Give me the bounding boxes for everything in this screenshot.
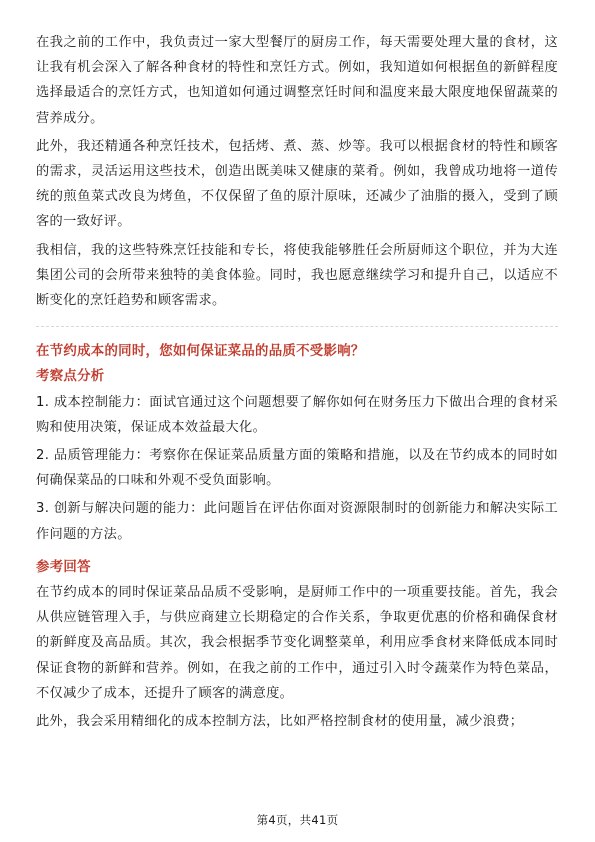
intro-paragraph-2: 此外，我还精通各种烹饪技术，包括烤、煮、蒸、炒等。我可以根据食材的特性和顾客的需求，灵活运用这些技术，创造出既美味又健康的菜肴。例如，我曾成功地将一道传统的煎鱼菜式改良为烤鱼，不仅保留了鱼的原汁原味，还减少了油脂的摄入，受到了顾客的一致好评。 (36, 138, 558, 230)
analysis-heading: 考察点分析 (36, 369, 105, 385)
answer-heading: 参考回答 (36, 559, 91, 575)
analysis-item-2: 2. 品质管理能力：考察你在保证菜品质量方面的策略和措施，以及在节约成本的同时如何确保菜品的口味和外观不受负面影响。 (36, 448, 558, 489)
answer-paragraph-1: 在节约成本的同时保证菜品品质不受影响，是厨师工作中的一项重要技能。首先，我会从供应链管理入手，与供应商建立长期稳定的合作关系，争取更优惠的价格和确保食材的新鲜度及高品质。其次，我会根据季节变化调整菜单，利用应季食材来降低成本同时保证食物的新鲜和营养。例如，在我之前的工作中，通过引入时令蔬菜作为特色菜品，不仅减少了成本，还提升了顾客的满意度。 (36, 585, 558, 701)
analysis-item-1: 1. 成本控制能力：面试官通过这个问题想要了解你如何在财务压力下做出合理的食材采购和使用决策，保证成本效益最大化。 (36, 394, 558, 435)
page-number: 第4页，共41页 (256, 813, 339, 827)
intro-paragraph-1: 在我之前的工作中，我负责过一家大型餐厅的厨房工作，每天需要处理大量的食材，这让我有机会深入了解各种食材的特性和烹饪方式。例如，我知道如何根据鱼的新鲜程度选择最适合的烹饪方式，也知道如何通过调整烹饪时间和温度来最大限度地保留蔬菜的营养成分。 (36, 35, 558, 126)
answer-paragraph-2: 此外，我会采用精细化的成本控制方法，比如严格控制食材的使用量，减少浪费； (36, 714, 524, 730)
question-title: 在节约成本的同时，您如何保证菜品的品质不受影响？ (36, 344, 365, 360)
section-divider (36, 326, 558, 327)
analysis-item-3: 3. 创新与解决问题的能力：此问题旨在评估你面对资源限制时的创新能力和解决实际工作问题的方法。 (36, 501, 558, 542)
intro-paragraph-3: 我相信，我的这些特殊烹饪技能和专长，将使我能够胜任会所厨师这个职位，并为大连集团公司的会所带来独特的美食体验。同时，我也愿意继续学习和提升自己，以适应不断变化的烹饪趋势和顾客需求。 (36, 242, 558, 309)
document-body (36, 30, 558, 737)
